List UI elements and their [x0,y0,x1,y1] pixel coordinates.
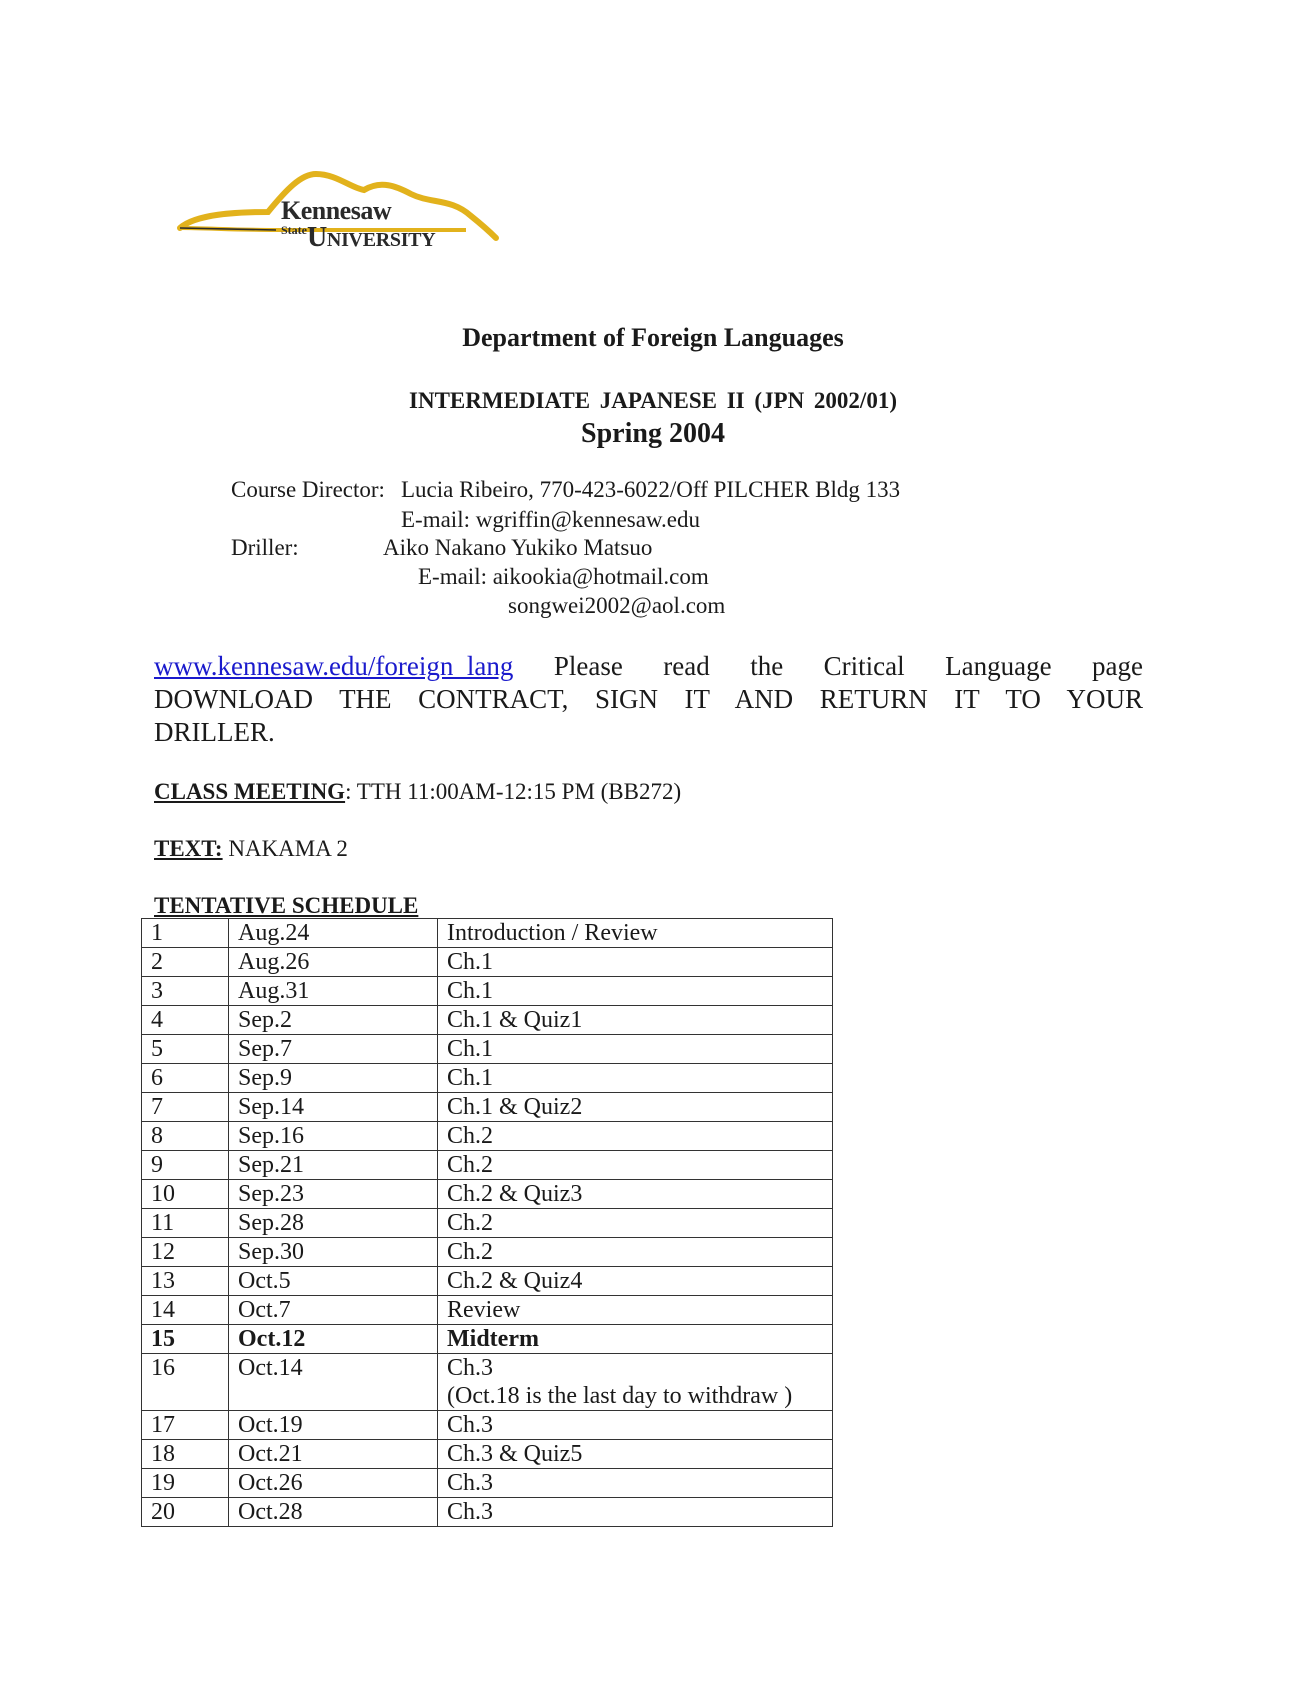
row-date: Sep.28 [229,1209,438,1238]
row-content-text: Ch.3 [447,1470,494,1496]
row-number: 1 [142,919,229,948]
table-row [142,1064,833,1093]
row-number: 5 [142,1035,229,1064]
row-content [438,1238,833,1267]
table-row [142,1238,833,1267]
director-value: Lucia Ribeiro, 770-423-6022/Off PILCHER Bldg 133 [401,477,901,502]
term-title: Spring 2004 [581,418,725,449]
row-number: 13 [142,1267,229,1296]
driller-label: Driller: [231,535,299,560]
row-content-text: Ch.3 & Quiz5 [447,1441,583,1467]
row-content [438,1180,833,1209]
row-content [438,1006,833,1035]
department-title: Department of Foreign Languages [462,323,844,352]
class-meeting-value: : TTH 11:00AM-12:15 PM (BB272) [345,779,682,804]
row-date: Sep.9 [229,1064,438,1093]
table-row [142,1440,833,1469]
text-book-label: TEXT: [154,836,223,861]
logo-u: U [307,222,327,253]
row-content-text: Ch.3 [447,1499,494,1525]
row-content [438,1122,833,1151]
row-content [438,1064,833,1093]
row-content [438,1035,833,1064]
row-date: Oct.14 [229,1354,438,1411]
row-number: 8 [142,1122,229,1151]
row-number: 7 [142,1093,229,1122]
director-email: E-mail: wgriffin@kennesaw.edu [401,507,701,532]
row-number: 12 [142,1238,229,1267]
row-number: 19 [142,1469,229,1498]
row-date: Oct.12 [229,1325,438,1354]
row-date: Aug.24 [229,919,438,948]
text-book-value: NAKAMA 2 [222,836,348,861]
intro-paragraph [154,650,1143,749]
row-date: Oct.28 [229,1498,438,1527]
row-number: 16 [142,1354,229,1411]
row-number: 2 [142,948,229,977]
intro-read-text: Please read the Critical Language page [513,651,1143,681]
university-logo [176,168,506,260]
row-note: (Oct.18 is the last day to withdraw ) [447,1383,793,1409]
driller-value: Aiko Nakano Yukiko Matsuo [383,535,653,560]
row-date: Sep.30 [229,1238,438,1267]
table-row [142,1411,833,1440]
row-content-text: Ch.1 [447,949,494,975]
table-row [142,1093,833,1122]
row-content-text: Ch.2 & Quiz4 [447,1268,583,1294]
row-date: Sep.21 [229,1151,438,1180]
row-date: Sep.14 [229,1093,438,1122]
row-content [438,1093,833,1122]
row-content-text: Ch.1 & Quiz1 [447,1007,583,1033]
row-date: Sep.23 [229,1180,438,1209]
table-row [142,1498,833,1527]
logo-name: Kennesaw [281,196,392,225]
table-row [142,1296,833,1325]
row-number: 20 [142,1498,229,1527]
schedule-title: TENTATIVE SCHEDULE [154,893,419,918]
schedule-table [141,918,833,1527]
row-date: Oct.21 [229,1440,438,1469]
row-number: 4 [142,1006,229,1035]
table-row [142,1469,833,1498]
row-number: 18 [142,1440,229,1469]
row-content [438,1354,833,1411]
row-content [438,948,833,977]
row-date: Oct.26 [229,1469,438,1498]
table-row [142,1151,833,1180]
row-date: Aug.26 [229,948,438,977]
logo-university: NIVERSITY [326,229,436,251]
intro-line-3: DRILLER. [154,717,275,747]
driller-email-1: E-mail: aikookia@hotmail.com [418,564,709,589]
row-date: Sep.2 [229,1006,438,1035]
table-row [142,919,833,948]
row-content-text: Ch.1 [447,1036,494,1062]
row-number: 3 [142,977,229,1006]
table-row [142,1180,833,1209]
row-content-text: Ch.1 [447,1065,494,1091]
row-content-text: Ch.2 [447,1123,494,1149]
intro-line-2: DOWNLOAD THE CONTRACT, SIGN IT AND RETURN IT TO YOUR [154,684,1143,714]
row-content-text: Ch.2 & Quiz3 [447,1181,583,1207]
text-book-line [154,836,348,862]
row-content [438,1267,833,1296]
row-content [438,977,833,1006]
row-content [438,1440,833,1469]
row-date: Oct.5 [229,1267,438,1296]
row-content [438,1209,833,1238]
table-row [142,1035,833,1064]
table-row [142,1354,833,1411]
row-number: 11 [142,1209,229,1238]
row-content-text: Introduction / Review [447,920,658,946]
row-number: 9 [142,1151,229,1180]
table-row [142,1122,833,1151]
table-row [142,1267,833,1296]
row-content-text: Ch.3 [447,1355,494,1381]
class-meeting-line [154,779,681,805]
row-content [438,919,833,948]
row-content [438,1151,833,1180]
row-content-text: Midterm [447,1326,539,1352]
row-content [438,1296,833,1325]
row-content-text: Ch.2 [447,1152,494,1178]
intro-line-1 [154,650,1143,683]
row-content-text: Ch.1 [447,978,494,1004]
foreign-lang-link[interactable]: www.kennesaw.edu/foreign_lang [154,651,514,681]
logo-subname [281,224,435,252]
row-number: 10 [142,1180,229,1209]
table-row [142,1209,833,1238]
logo-state: State [281,223,307,237]
table-row [142,948,833,977]
row-number: 17 [142,1411,229,1440]
table-row [142,977,833,1006]
table-row [142,1006,833,1035]
row-content [438,1469,833,1498]
row-number: 6 [142,1064,229,1093]
row-number: 14 [142,1296,229,1325]
director-label: Course Director: [231,477,385,502]
row-date: Sep.7 [229,1035,438,1064]
row-content-text: Ch.3 [447,1412,494,1438]
class-meeting-label: CLASS MEETING [154,779,346,804]
course-title: INTERMEDIATE JAPANESE II (JPN 2002/01) [409,388,897,413]
row-number: 15 [142,1325,229,1354]
row-date: Oct.7 [229,1296,438,1325]
row-date: Oct.19 [229,1411,438,1440]
row-content [438,1498,833,1527]
row-content [438,1411,833,1440]
row-content-text: Ch.2 [447,1239,494,1265]
driller-email-2: songwei2002@aol.com [508,593,726,618]
table-row [142,1325,833,1354]
row-content-text: Ch.1 & Quiz2 [447,1094,583,1120]
row-date: Sep.16 [229,1122,438,1151]
row-content-text: Review [447,1297,521,1323]
row-date: Aug.31 [229,977,438,1006]
row-content-text: Ch.2 [447,1210,494,1236]
row-content [438,1325,833,1354]
